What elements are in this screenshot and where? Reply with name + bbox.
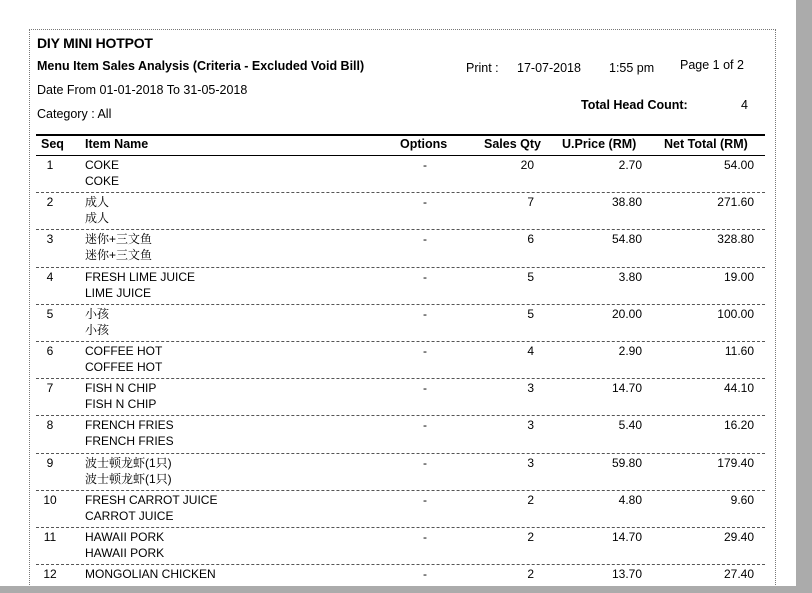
row-net-total: 11.60: [724, 343, 754, 358]
column-header-item-name: Item Name: [85, 137, 149, 151]
row-item-alt-name: COFFEE HOT: [85, 359, 163, 374]
row-item-name: 小孩: [85, 306, 110, 321]
row-item-alt-name: COKE: [85, 174, 120, 188]
row-item-alt-name: 成人: [85, 211, 110, 226]
head-count-value: 4: [741, 98, 748, 112]
table-row: [0, 416, 796, 453]
row-item-alt-name: 小孩: [85, 322, 110, 337]
row-net-total: 328.80: [717, 232, 754, 247]
row-unit-price: 2.90: [618, 343, 642, 358]
row-unit-price: 4.80: [618, 492, 642, 507]
row-options: -: [423, 306, 427, 321]
viewer-background-bottom: [0, 586, 812, 593]
row-seq: 12: [43, 567, 57, 582]
row-sales-qty: 2: [527, 567, 534, 582]
row-net-total: 271.60: [717, 195, 754, 210]
report-title: Menu Item Sales Analysis (Criteria - Excluded Void Bill): [37, 59, 365, 73]
table-row: [0, 268, 796, 305]
row-seq: 7: [46, 381, 54, 396]
row-net-total: 54.00: [723, 158, 754, 172]
page-number: Page 1 of 2: [680, 58, 744, 72]
row-sales-qty: 3: [527, 455, 534, 470]
row-net-total: 44.10: [723, 381, 754, 396]
row-options: -: [423, 567, 427, 582]
row-item-name: 成人: [85, 195, 110, 210]
row-unit-price: 20.00: [611, 306, 642, 321]
row-sales-qty: 3: [527, 381, 534, 396]
row-options: -: [423, 343, 427, 358]
row-seq: 8: [46, 418, 54, 433]
category-filter: Category : All: [37, 107, 112, 121]
row-net-total: 179.40: [717, 455, 754, 470]
date-range: Date From 01-01-2018 To 31-05-2018: [37, 83, 248, 97]
row-options: -: [423, 232, 427, 247]
head-count-label: Total Head Count:: [581, 98, 688, 112]
row-item-name: FRESH CARROT JUICE: [85, 492, 218, 507]
row-seq: 2: [46, 195, 54, 210]
row-item-name: MONGOLIAN CHICKEN: [85, 567, 216, 582]
row-sales-qty: 5: [527, 269, 534, 284]
table-row: [0, 342, 796, 379]
row-unit-price: 59.80: [611, 455, 642, 470]
row-net-total: 100.00: [717, 306, 754, 321]
row-options: -: [423, 492, 427, 507]
table-row: [0, 454, 796, 491]
sales-table-body: [0, 156, 796, 593]
viewer-background: [796, 0, 812, 593]
row-options: -: [423, 195, 427, 210]
row-unit-price: 3.80: [618, 269, 642, 284]
row-seq: 1: [46, 158, 54, 172]
table-row: [0, 156, 796, 193]
row-sales-qty: 4: [527, 343, 534, 358]
table-header-top-rule: [36, 134, 765, 136]
row-seq: 9: [46, 455, 54, 470]
row-net-total: 9.60: [730, 492, 754, 507]
table-row: [0, 305, 796, 342]
row-item-name: HAWAII PORK: [85, 529, 165, 544]
row-seq: 10: [43, 492, 57, 507]
row-sales-qty: 3: [527, 418, 534, 433]
row-net-total: 16.20: [723, 418, 754, 433]
row-item-name: 波士顿龙虾(1只): [85, 455, 172, 470]
row-item-alt-name: CARROT JUICE: [85, 508, 174, 523]
column-header-seq: Seq: [41, 137, 64, 151]
row-seq: 5: [46, 306, 54, 321]
row-seq: 6: [46, 343, 54, 358]
table-row: [0, 528, 796, 565]
row-item-alt-name: 迷你+三文鱼: [85, 248, 153, 263]
row-options: -: [423, 269, 427, 284]
table-row: [0, 230, 796, 267]
print-time: 1:55 pm: [609, 61, 655, 75]
row-options: -: [423, 418, 427, 433]
row-options: -: [423, 381, 427, 396]
row-unit-price: 5.40: [618, 418, 642, 433]
row-seq: 4: [46, 269, 54, 284]
table-row: [0, 379, 796, 416]
row-item-alt-name: HAWAII PORK: [85, 545, 165, 560]
row-unit-price: 54.80: [611, 232, 642, 247]
row-item-name: FISH N CHIP: [85, 381, 157, 396]
row-sales-qty: 6: [527, 232, 534, 247]
row-unit-price: 2.70: [618, 158, 642, 172]
row-item-name: COKE: [85, 158, 120, 172]
row-net-total: 27.40: [723, 567, 754, 582]
company-name: DIY MINI HOTPOT: [37, 35, 153, 51]
row-item-name: COFFEE HOT: [85, 343, 163, 358]
row-item-name: FRENCH FRIES: [85, 418, 174, 433]
row-seq: 3: [46, 232, 54, 247]
column-header-unit-price: U.Price (RM): [562, 137, 637, 151]
column-header-net-total: Net Total (RM): [664, 137, 748, 151]
column-header-sales-qty: Sales Qty: [484, 137, 541, 151]
table-row: [0, 491, 796, 528]
row-net-total: 19.00: [723, 269, 754, 284]
row-unit-price: 38.80: [611, 195, 642, 210]
row-unit-price: 14.70: [611, 381, 642, 396]
row-item-alt-name: FRENCH FRIES: [85, 434, 174, 449]
print-label: Print :: [466, 61, 499, 75]
row-item-name: FRESH LIME JUICE: [85, 269, 196, 284]
row-item-alt-name: 波士顿龙虾(1只): [85, 471, 172, 486]
row-options: -: [423, 158, 427, 172]
column-header-options: Options: [400, 137, 448, 151]
row-item-alt-name: LIME JUICE: [85, 285, 152, 300]
row-item-name: 迷你+三文鱼: [85, 232, 153, 247]
print-date: 17-07-2018: [517, 61, 581, 75]
row-options: -: [423, 455, 427, 470]
row-sales-qty: 2: [527, 529, 534, 544]
row-sales-qty: 7: [527, 195, 534, 210]
table-row: [0, 193, 796, 230]
row-options: -: [423, 529, 427, 544]
row-item-alt-name: FISH N CHIP: [85, 397, 157, 412]
row-sales-qty: 5: [527, 306, 534, 321]
row-net-total: 29.40: [723, 529, 754, 544]
row-unit-price: 14.70: [611, 529, 642, 544]
row-unit-price: 13.70: [611, 567, 642, 582]
row-sales-qty: 20: [520, 158, 534, 172]
row-seq: 11: [43, 529, 57, 544]
row-sales-qty: 2: [527, 492, 534, 507]
